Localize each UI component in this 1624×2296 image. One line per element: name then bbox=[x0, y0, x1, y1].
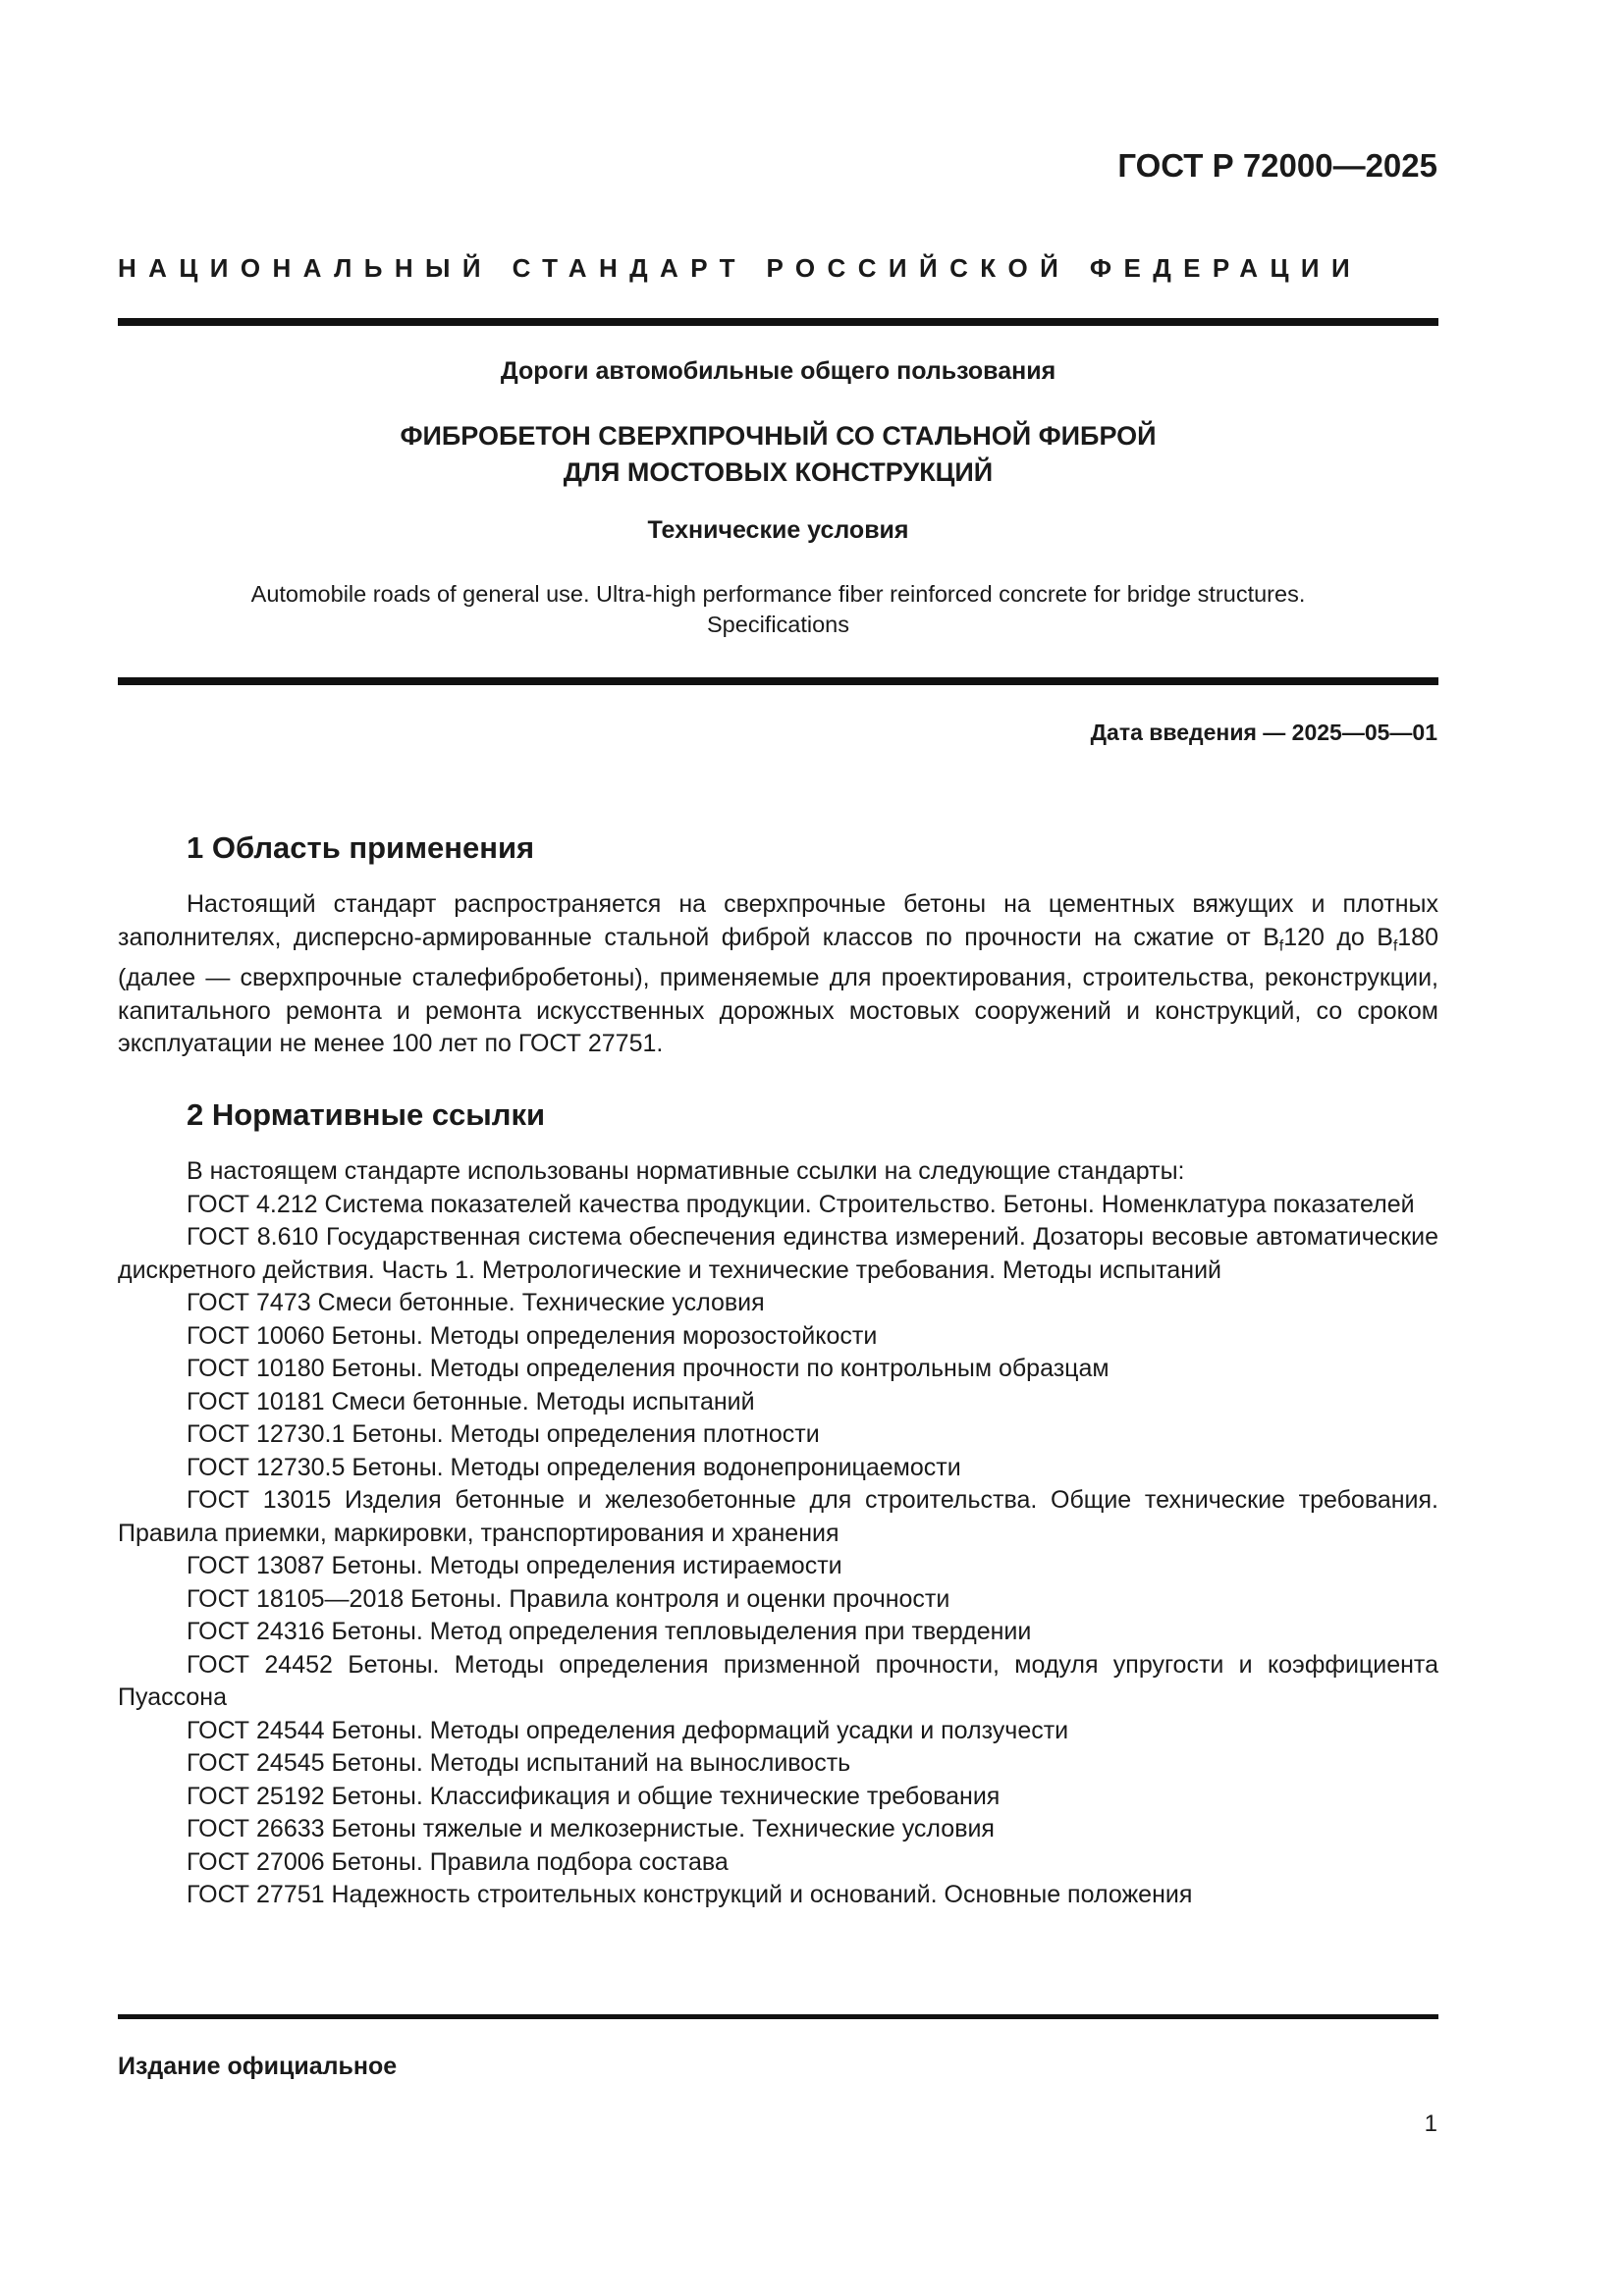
official-edition-label: Издание официальное bbox=[118, 2053, 398, 2080]
subscript-f-1: f bbox=[1278, 936, 1284, 954]
document-spec: Технические условия bbox=[647, 516, 909, 544]
normative-references-list bbox=[118, 1155, 1438, 1912]
standard-designation: ГОСТ Р 72000—2025 bbox=[1117, 147, 1437, 184]
national-standard-banner: НАЦИОНАЛЬНЫЙ СТАНДАРТ РОССИЙСКОЙ ФЕДЕРАЦИИ bbox=[118, 253, 1363, 283]
reference-item: ГОСТ 13015 Изделия бетонные и железобетонные для строительства. Общие технические требования. Правила приемки, маркировки, транспортирования и хранения bbox=[118, 1486, 1438, 1547]
reference-item: ГОСТ 27006 Бетоны. Правила подбора состава bbox=[187, 1847, 729, 1876]
section-1-heading: 1 Область применения bbox=[187, 830, 535, 865]
english-title bbox=[118, 579, 1438, 640]
title-line-1: ФИБРОБЕТОН СВЕРХПРОЧНЫЙ СО СТАЛЬНОЙ ФИБРОЙ bbox=[400, 421, 1157, 451]
reference-item: ГОСТ 24452 Бетоны. Методы определения призменной прочности, модуля упругости и коэффициента Пуассона bbox=[118, 1650, 1438, 1711]
reference-item: ГОСТ 24544 Бетоны. Методы определения деформаций усадки и ползучести bbox=[187, 1716, 1069, 1744]
reference-item: ГОСТ 24545 Бетоны. Методы испытаний на выносливость bbox=[187, 1749, 851, 1777]
reference-item: ГОСТ 25192 Бетоны. Классификация и общие технические требования bbox=[187, 1782, 1001, 1810]
section-1-paragraph bbox=[118, 888, 1438, 1061]
document-subtitle: Дороги автомобильные общего пользования bbox=[500, 357, 1056, 385]
title-line-2: ДЛЯ МОСТОВЫХ КОНСТРУКЦИЙ bbox=[563, 457, 994, 487]
section-2-heading: 2 Нормативные ссылки bbox=[187, 1097, 546, 1132]
reference-item: ГОСТ 4.212 Система показателей качества продукции. Строительство. Бетоны. Номенклатура показателей bbox=[187, 1190, 1415, 1218]
references-intro: В настоящем стандарте использованы нормативные ссылки на следующие стандарты: bbox=[187, 1157, 1185, 1185]
introduction-date: Дата введения — 2025—05—01 bbox=[1090, 720, 1437, 745]
reference-item: ГОСТ 12730.1 Бетоны. Методы определения плотности bbox=[187, 1420, 820, 1448]
page-number: 1 bbox=[1424, 2110, 1437, 2137]
reference-item: ГОСТ 8.610 Государственная система обеспечения единства измерений. Дозаторы весовые автоматические дискретного действия. Часть 1. Метрологические и технические требования. Методы испытаний bbox=[118, 1223, 1438, 1284]
english-title-line-2: Specifications bbox=[707, 612, 849, 637]
english-title-line-1: Automobile roads of general use. Ultra-high performance fiber reinforced concrete for bridge structures. bbox=[250, 581, 1306, 607]
reference-item: ГОСТ 26633 Бетоны тяжелые и мелкозернистые. Технические условия bbox=[187, 1815, 995, 1842]
reference-item: ГОСТ 27751 Надежность строительных конструкций и оснований. Основные положения bbox=[187, 1881, 1193, 1908]
reference-item: ГОСТ 18105—2018 Бетоны. Правила контроля и оценки прочности bbox=[187, 1584, 950, 1613]
reference-item: ГОСТ 13087 Бетоны. Методы определения истираемости bbox=[187, 1552, 842, 1579]
title-divider bbox=[118, 677, 1438, 685]
reference-item: ГОСТ 10060 Бетоны. Методы определения морозостойкости bbox=[187, 1321, 878, 1350]
reference-item: ГОСТ 7473 Смеси бетонные. Технические условия bbox=[187, 1289, 765, 1316]
reference-item: ГОСТ 10180 Бетоны. Методы определения прочности по контрольным образцам bbox=[187, 1355, 1110, 1382]
reference-item: ГОСТ 10181 Смеси бетонные. Методы испытаний bbox=[187, 1387, 755, 1415]
section-1-text-a: Настоящий стандарт распространяется на сверхпрочные бетоны на цементных вяжущих и плотных заполнителях, дисперсно-армированные стальной фиброй классов по прочности на сжатие от B bbox=[118, 890, 1438, 951]
section-1-text-b: 120 до B bbox=[1283, 923, 1393, 951]
reference-item: ГОСТ 24316 Бетоны. Метод определения тепловыделения при твердении bbox=[187, 1618, 1032, 1645]
section-1-text-c: 180 (далее — сверхпрочные сталефибробетоны), применяемые для проектирования, строительства, реконструкции, капитального ремонта и ремонта искусственных дорожных мостовых сооружений и конструкций, со сроком эксплуатации не менее 100 лет по ГОСТ 27751. bbox=[118, 923, 1438, 1058]
footer-divider bbox=[118, 2014, 1438, 2019]
document-title bbox=[118, 418, 1438, 491]
top-divider bbox=[118, 318, 1438, 326]
subscript-f-2: f bbox=[1392, 936, 1398, 954]
reference-item: ГОСТ 12730.5 Бетоны. Методы определения водонепроницаемости bbox=[187, 1453, 961, 1481]
